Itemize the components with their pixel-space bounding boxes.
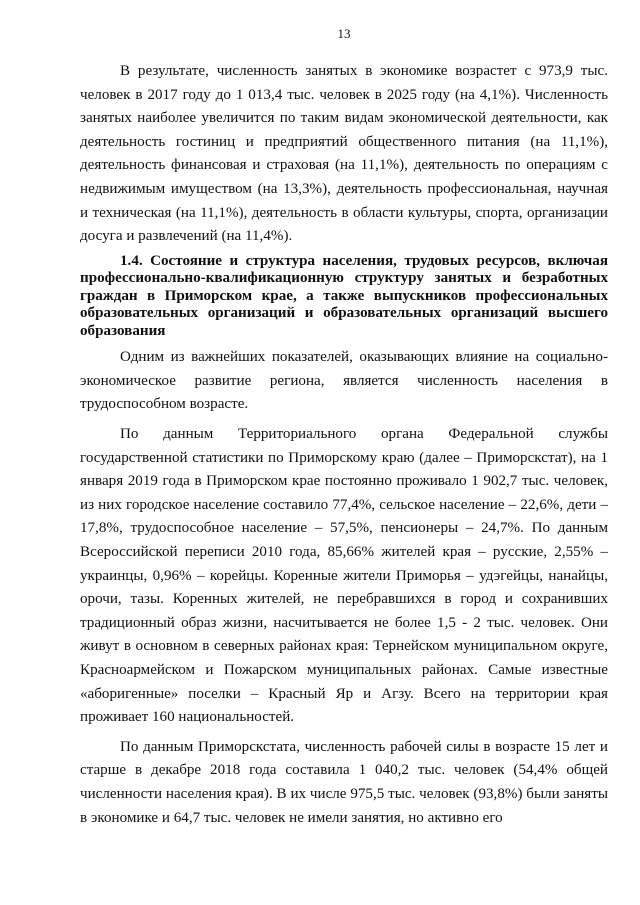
paragraph-employment-forecast: В результате, численность занятых в экономике возрастет с 973,9 тыс. человек в 2017 году до 1 013,4 тыс. человек в 2025 году (на 4,1%). Численность занятых наиболее увеличится по таким видам экономической деятельности, как деятельность гостиниц и предприятий общественного питания (на 11,1%), деятельность финансовая и страховая (на 11,1%), деятельность по операциям с недвижимым имуществом (на 13,3%), деятельность профессиональная, научная и техническая (на 11,1%), деятельность в области культуры, спорта, организации досуга и развлечений (на 11,4%). — [80, 63, 608, 245]
document-page — [80, 26, 608, 896]
paragraph-working-age-population: Одним из важнейших показателей, оказывающих влияние на социально-экономическое развитие региона, является численность населения в трудоспособном возрасте. — [80, 349, 608, 413]
section-heading: 1.4. Состояние и структура населения, трудовых ресурсов, включая профессионально-квалификационную структуру занятых и безработных граждан в Приморском крае, а также выпускников профессиональных образовательных организаций и образовательных организаций высшего образования — [80, 252, 608, 339]
paragraph-labor-force: По данным Приморскстата, численность рабочей силы в возрасте 15 лет и старше в декабре 2018 года составила 1 040,2 тыс. человек (54,4% общей численности населения края). В их числе 975,5 тыс. человек (93,8%) были заняты в экономике и 64,7 тыс. человек не имели занятия, но активно его — [80, 738, 608, 826]
page-number: 13 — [337, 26, 351, 41]
paragraph-population-statistics: По данным Территориального органа Федеральной службы государственной статистики по Приморскому краю (далее – Приморскстат), на 1 января 2019 года в Приморском крае постоянно проживало 1 902,7 тыс. человек, из них городское население составило 77,4%, сельское население – 22,6%, дети – 17,8%, трудоспособное население – 57,5%, пенсионеры – 24,7%. По данным Всероссийской переписи 2010 года, 85,66% жителей края – русские, 2,55% – украинцы, 0,96% – корейцы. Коренные жители Приморья – удэгейцы, нанайцы, орочи, тазы. Коренных жителей, не перебравшихся в город и сохранивших традиционный образ жизни, насчитывается не более 1,5 - 2 тыс. человек. Они живут в основном в северных районах края: Тернейском муниципальном округе, Красноармейском и Пожарском муниципальных районах. Самые известные «аборигенные» поселки – Красный Яр и Агзу. Всего на территории края проживает 160 национальностей. — [80, 426, 608, 726]
